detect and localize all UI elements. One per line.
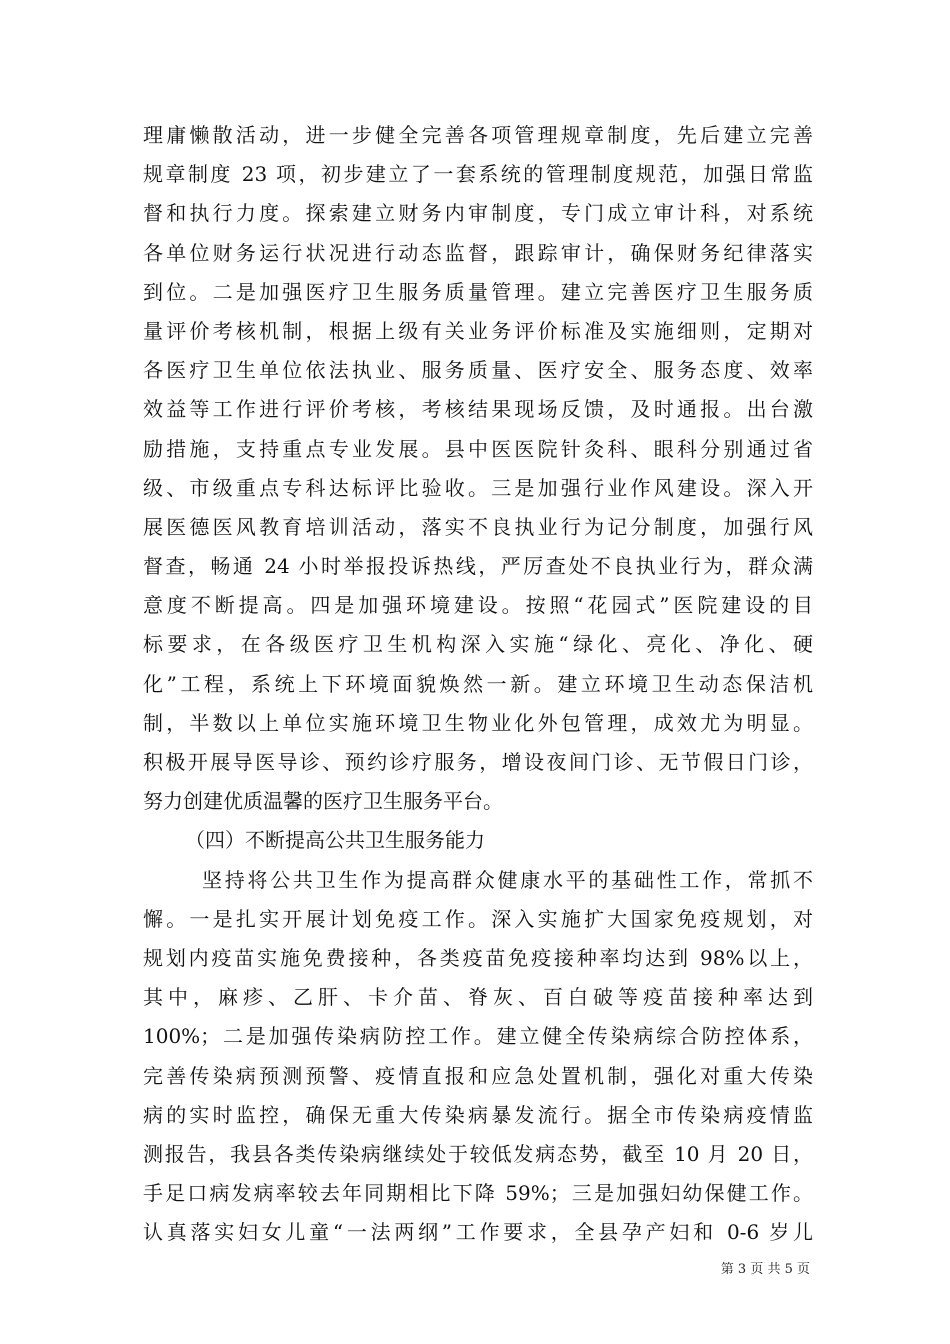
text-line: 各单位财务运行状况进行动态监督，跟踪审计，确保财务纪律落实 (143, 240, 813, 265)
text-line: 量评价考核机制，根据上级有关业务评价标准及实施细则，定期对 (143, 318, 813, 343)
text-line: 督查，畅通 24 小时举报投诉热线，严厉查处不良执业行为，群众满 (143, 554, 813, 579)
text-line: 完善传染病预测预警、疫情直报和应急处置机制，强化对重大传染 (143, 1063, 813, 1088)
section-heading: （四）不断提高公共卫生服务能力 (185, 828, 485, 853)
text-line: 测报告，我县各类传染病继续处于较低发病态势，截至 10 月 20 日， (143, 1141, 813, 1166)
text-line: 效益等工作进行评价考核，考核结果现场反馈，及时通报。出台激 (143, 397, 813, 422)
text-line: 各医疗卫生单位依法执业、服务质量、医疗安全、服务态度、效率 (143, 358, 813, 383)
text-line: 懈。一是扎实开展计划免疫工作。深入实施扩大国家免疫规划，对 (143, 906, 813, 931)
text-line: 病的实时监控，确保无重大传染病暴发流行。据全市传染病疫情监 (143, 1102, 813, 1127)
text-line: 积极开展导医导诊、预约诊疗服务，增设夜间门诊、无节假日门诊， (143, 750, 813, 774)
text-line: 理庸懒散活动，进一步健全完善各项管理规章制度，先后建立完善 (143, 123, 813, 147)
text-line: 规章制度 23 项，初步建立了一套系统的管理制度规范，加强日常监 (143, 162, 813, 187)
page-number: 第 3 页 共 5 页 (720, 1262, 810, 1277)
text-line: 意度不断提高。四是加强环境建设。按照“花园式”医院建设的目 (143, 593, 813, 618)
text-line: 100%；二是加强传染病防控工作。建立健全传染病综合防控体系， (143, 1024, 813, 1049)
text-line: 其中，麻疹、乙肝、卡介苗、脊灰、百白破等疫苗接种率达到 (143, 985, 813, 1010)
text-line: 认真落实妇女儿童“一法两纲”工作要求，全县孕产妇和 0-6 岁儿 (143, 1220, 813, 1245)
text-line: 标要求，在各级医疗卫生机构深入实施“绿化、亮化、净化、硬 (143, 632, 813, 657)
text-line: 坚持将公共卫生作为提高群众健康水平的基础性工作，常抓不 (202, 867, 813, 892)
text-line: 督和执行力度。探索建立财务内审制度，专门成立审计科，对系统 (143, 201, 813, 226)
text-line: 级、市级重点专科达标评比验收。三是加强行业作风建设。深入开 (143, 475, 813, 500)
text-line: 制，半数以上单位实施环境卫生物业化外包管理，成效尤为明显。 (143, 710, 813, 735)
text-line: 励措施，支持重点专业发展。县中医医院针灸科、眼科分别通过省 (143, 436, 813, 461)
text-line: 努力创建优质温馨的医疗卫生服务平台。 (143, 789, 503, 814)
document-body (143, 116, 813, 1252)
text-line: 化”工程，系统上下环境面貌焕然一新。建立环境卫生动态保洁机 (143, 671, 813, 696)
text-line: 规划内疫苗实施免费接种，各类疫苗免疫接种率均达到 98%以上， (143, 945, 813, 970)
text-line: 手足口病发病率较去年同期相比下降 59%；三是加强妇幼保健工作。 (143, 1181, 813, 1206)
text-line: 展医德医风教育培训活动，落实不良执业行为记分制度，加强行风 (143, 514, 813, 539)
text-line: 到位。二是加强医疗卫生服务质量管理。建立完善医疗卫生服务质 (143, 279, 813, 304)
